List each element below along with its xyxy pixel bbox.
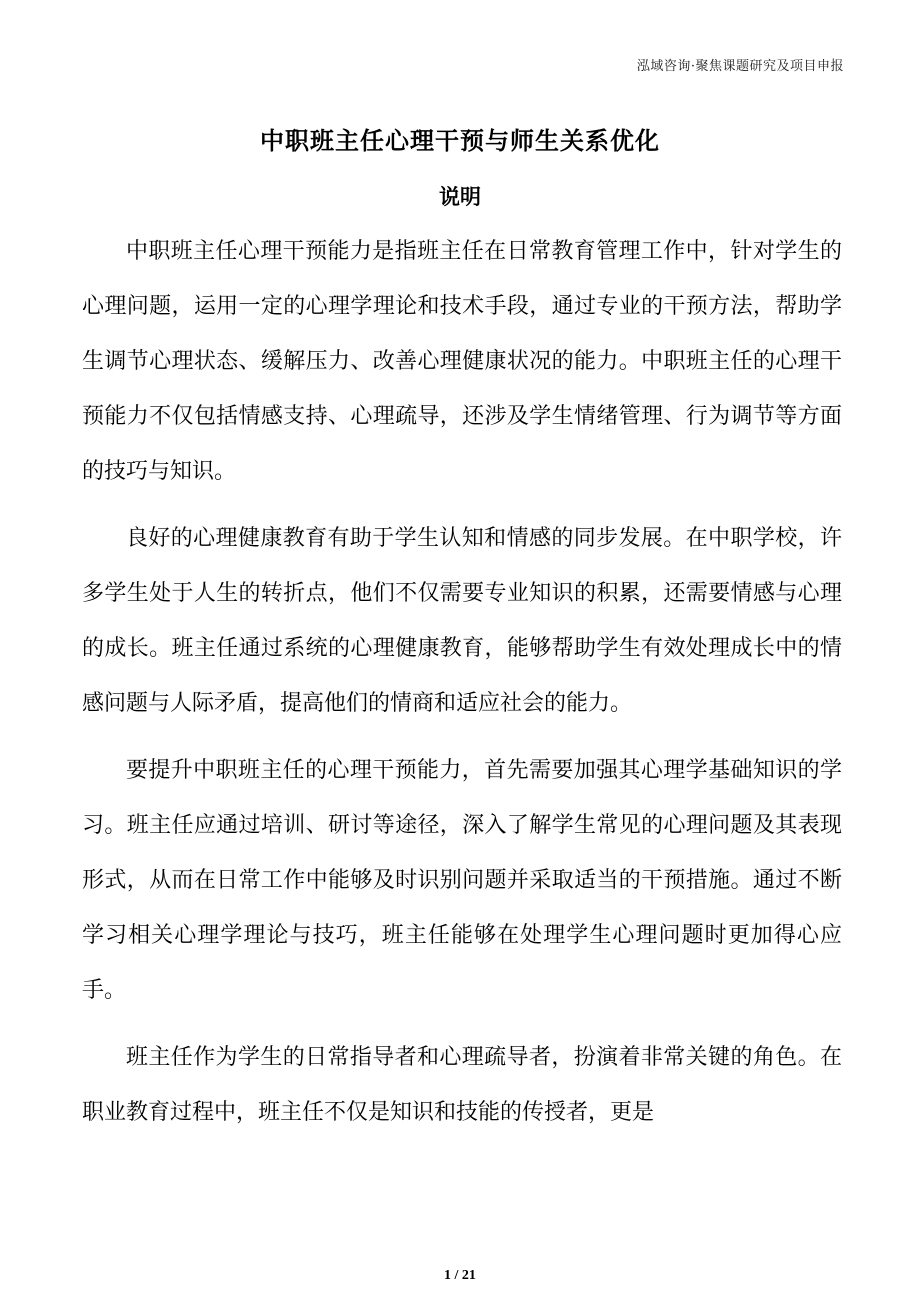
paragraph-2: 良好的心理健康教育有助于学生认知和情感的同步发展。在中职学校，许多学生处于人生的转折点，他们不仅需要专业知识的积累，还需要情感与心理的成长。班主任通过系统的心理健康教育，能够帮助学生有效处理成长中的情感问题与人际矛盾，提高他们的情商和适应社会的能力。 [82,526,842,716]
document-body [82,224,842,1152]
paragraph-1: 中职班主任心理干预能力是指班主任在日常教育管理工作中，针对学生的心理问题，运用一定的心理学理论和技术手段，通过专业的干预方法，帮助学生调节心理状态、缓解压力、改善心理健康状况的能力。中职班主任的心理干预能力不仅包括情感支持、心理疏导，还涉及学生情绪管理、行为调节等方面的技巧与知识。 [82,239,842,484]
paragraph-4: 班主任作为学生的日常指导者和心理疏导者，扮演着非常关键的角色。在职业教育过程中，班主任不仅是知识和技能的传授者，更是 [82,1045,842,1125]
header-branding: 泓域咨询·聚焦课题研究及项目申报 [636,59,844,74]
page-footer [0,1268,920,1284]
page-number: 1 / 21 [444,1268,476,1283]
section-heading: 说明 [439,184,481,209]
page-header [0,55,844,74]
document-title: 中职班主任心理干预与师生关系优化 [260,126,660,155]
paragraph-3: 要提升中职班主任的心理干预能力，首先需要加强其心理学基础知识的学习。班主任应通过培训、研讨等途径，深入了解学生常见的心理问题及其表现形式，从而在日常工作中能够及时识别问题并采取适当的干预措施。通过不断学习相关心理学理论与技巧，班主任能够在处理学生心理问题时更加得心应手。 [82,758,842,1003]
